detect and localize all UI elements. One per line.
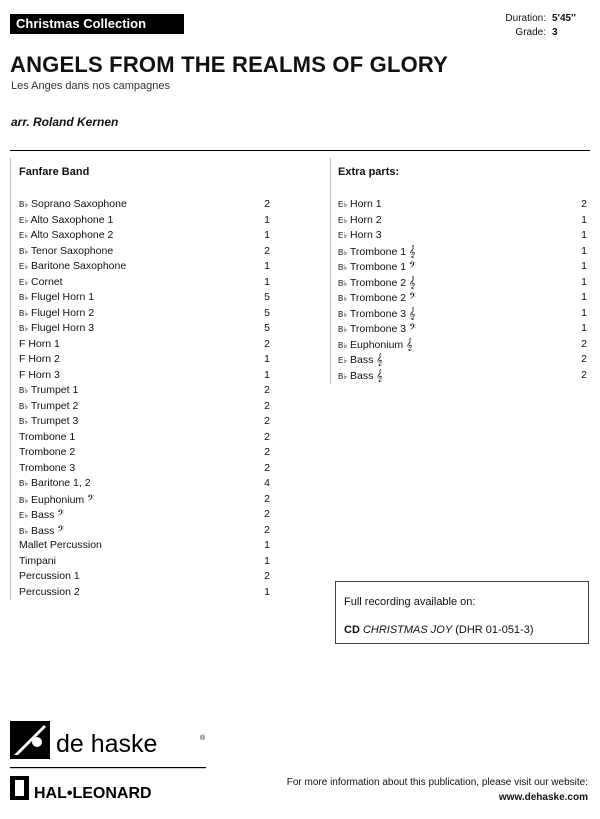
duration-label: Duration: <box>505 13 546 24</box>
publisher-name: HAL•LEONARD <box>34 785 152 802</box>
key-label: B♭ <box>19 293 29 302</box>
part-row <box>338 352 587 368</box>
instrument-name: Euphonium <box>31 493 85 506</box>
part-quantity: 5 <box>264 291 270 303</box>
part-row <box>19 197 270 213</box>
key-label: B♭ <box>19 495 29 505</box>
bass-clef-icon: 𝄢 <box>409 322 417 335</box>
cd-code: (DHR 01-051-3) <box>455 624 534 636</box>
duration-value: 5'45'' <box>552 13 576 24</box>
part-name <box>338 246 416 258</box>
instrument-name: Percussion 2 <box>19 585 80 598</box>
part-quantity: 2 <box>264 446 270 458</box>
part-name <box>338 198 382 210</box>
key-label: B♭ <box>19 324 29 333</box>
part-name <box>19 462 75 474</box>
cd-line <box>344 624 534 636</box>
part-name <box>338 292 416 304</box>
instrument-name: Bass <box>350 369 374 382</box>
part-quantity: 1 <box>264 554 270 567</box>
part-name <box>338 354 383 366</box>
key-label: B♭ <box>19 401 29 411</box>
part-quantity: 1 <box>581 213 587 226</box>
part-name <box>19 229 113 241</box>
part-quantity: 2 <box>264 508 270 520</box>
key-label: B♭ <box>338 371 348 381</box>
recording-line: Full recording available on: <box>344 596 476 608</box>
part-quantity: 1 <box>581 306 587 319</box>
part-name <box>19 214 113 226</box>
part-quantity: 2 <box>264 244 270 257</box>
instrument-name: Euphonium <box>350 338 404 351</box>
part-row <box>19 352 270 368</box>
instrument-name: Trombone 2 <box>349 276 407 289</box>
part-name <box>19 291 94 303</box>
part-row <box>338 197 587 213</box>
key-label: E♭ <box>19 262 29 271</box>
part-row <box>19 213 270 229</box>
instrument-name: Bass <box>31 509 55 521</box>
instrument-name: Trumpet 2 <box>30 399 79 412</box>
part-row <box>19 414 270 430</box>
key-label: E♭ <box>19 215 29 225</box>
part-quantity: 2 <box>264 415 270 427</box>
piece-meta <box>505 12 588 40</box>
recording-box <box>335 581 589 644</box>
website-link[interactable]: www.dehaske.com <box>498 792 588 803</box>
extra-heading: Extra parts: <box>338 166 400 178</box>
bass-clef-icon: 𝄢 <box>57 508 65 521</box>
part-name <box>19 276 63 288</box>
key-label: E♭ <box>19 277 29 287</box>
part-name <box>19 369 60 381</box>
part-quantity: 1 <box>264 368 270 381</box>
part-row <box>19 259 270 275</box>
part-row <box>19 507 270 523</box>
instrument-name: Mallet Percussion <box>19 539 102 551</box>
instrument-name: Soprano Saxophone <box>31 198 127 210</box>
key-label: B♭ <box>19 526 29 536</box>
part-quantity: 1 <box>264 353 270 365</box>
part-row <box>19 461 270 477</box>
key-label: B♭ <box>338 325 348 334</box>
part-name <box>19 353 60 365</box>
brand-name: de haske <box>56 730 158 758</box>
part-row <box>19 476 270 492</box>
instrument-name: Trombone 2 <box>349 292 407 304</box>
part-name <box>19 322 94 334</box>
part-quantity: 5 <box>264 322 270 334</box>
key-label: B♭ <box>19 246 29 256</box>
left-column-border <box>10 158 11 600</box>
part-name <box>19 525 64 537</box>
part-quantity: 2 <box>264 399 270 412</box>
key-label: E♭ <box>19 231 29 240</box>
key-label: E♭ <box>338 215 348 225</box>
part-quantity: 1 <box>581 291 587 303</box>
fanfare-column <box>19 166 270 600</box>
instrument-name: Percussion 1 <box>19 570 80 582</box>
part-quantity: 2 <box>264 198 270 210</box>
bass-clef-icon: 𝄢 <box>87 492 95 506</box>
part-quantity: 1 <box>581 229 587 241</box>
part-row <box>19 321 270 337</box>
part-quantity: 1 <box>264 260 270 272</box>
part-name <box>19 477 91 489</box>
instrument-name: Flugel Horn 3 <box>31 322 95 334</box>
part-row <box>338 337 587 353</box>
part-name <box>338 339 413 351</box>
instrument-name: F Horn 3 <box>19 368 60 381</box>
part-row <box>19 290 270 306</box>
part-name <box>19 400 78 412</box>
instrument-name: Trombone 1 <box>19 430 76 443</box>
part-name <box>19 307 94 319</box>
instrument-name: Baritone 1, 2 <box>31 477 91 489</box>
registered-mark: ® <box>200 735 206 742</box>
part-name <box>19 245 113 257</box>
cd-title: CHRISTMAS JOY <box>362 624 453 636</box>
key-label: B♭ <box>19 479 29 488</box>
key-label: B♭ <box>338 247 348 257</box>
part-quantity: 2 <box>264 337 270 350</box>
part-row <box>19 337 270 353</box>
treble-clef-icon: 𝄞 <box>376 368 383 382</box>
part-name <box>338 277 416 289</box>
part-quantity: 2 <box>581 368 587 381</box>
part-row <box>338 259 587 275</box>
key-label: B♭ <box>19 386 29 395</box>
key-label: B♭ <box>19 308 29 318</box>
key-label: B♭ <box>338 309 348 319</box>
instrument-name: Horn 2 <box>350 213 382 226</box>
grade-row <box>505 26 588 40</box>
part-quantity: 2 <box>264 570 270 582</box>
part-quantity: 2 <box>264 461 270 474</box>
part-name <box>338 229 382 241</box>
key-label: B♭ <box>19 200 29 209</box>
page-subtitle: Les Anges dans nos campagnes <box>11 80 171 92</box>
instrument-name: Horn 1 <box>350 198 382 210</box>
series-label: Christmas Collection <box>10 14 184 34</box>
part-row <box>19 585 270 601</box>
key-label: E♭ <box>338 200 348 209</box>
part-row <box>338 244 587 260</box>
grade-value: 3 <box>552 27 558 38</box>
bass-clef-icon: 𝄢 <box>409 291 417 304</box>
part-row <box>338 306 587 322</box>
part-row <box>338 321 587 337</box>
instrument-name: Horn 3 <box>350 229 382 241</box>
part-row <box>19 538 270 554</box>
part-row <box>19 244 270 260</box>
part-name <box>19 338 60 350</box>
part-row <box>19 275 270 291</box>
top-divider <box>10 150 590 151</box>
part-row <box>19 228 270 244</box>
part-quantity: 1 <box>581 260 587 272</box>
instrument-name: Tenor Saxophone <box>30 244 114 257</box>
part-name <box>19 555 56 567</box>
bass-clef-icon: 𝄢 <box>409 260 417 273</box>
part-name <box>19 260 126 272</box>
instrument-name: Timpani <box>19 554 56 567</box>
instrument-name: Trombone 3 <box>349 323 407 335</box>
part-quantity: 1 <box>581 322 587 334</box>
part-quantity: 5 <box>264 306 270 319</box>
part-quantity: 1 <box>264 213 270 226</box>
extra-parts-list <box>338 197 587 383</box>
logo-divider <box>10 767 206 768</box>
key-label: E♭ <box>338 231 348 240</box>
part-quantity: 1 <box>264 585 270 598</box>
part-name <box>19 446 75 458</box>
part-quantity: 2 <box>581 353 587 365</box>
part-row <box>19 492 270 508</box>
treble-clef-icon: 𝄞 <box>406 337 413 351</box>
instrument-name: Trombone 1 <box>349 245 407 258</box>
bass-clef-icon: 𝄢 <box>57 523 65 537</box>
instrument-name: Trumpet 3 <box>30 415 79 427</box>
instrument-name: F Horn 1 <box>19 337 60 350</box>
part-name <box>338 308 416 320</box>
part-row <box>19 368 270 384</box>
key-label: B♭ <box>338 278 348 288</box>
part-row <box>19 523 270 539</box>
fanfare-parts-list <box>19 197 270 600</box>
part-row <box>19 445 270 461</box>
part-name <box>338 214 382 226</box>
instrument-name: Baritone Saxophone <box>31 260 127 272</box>
part-quantity: 1 <box>264 539 270 551</box>
part-quantity: 1 <box>581 244 587 257</box>
part-quantity: 2 <box>264 523 270 536</box>
extra-parts-column <box>338 166 587 383</box>
instrument-name: Trombone 3 <box>349 307 407 320</box>
treble-clef-icon: 𝄞 <box>409 275 416 289</box>
part-name <box>19 539 102 551</box>
part-quantity: 2 <box>581 198 587 210</box>
part-row <box>338 368 587 384</box>
treble-clef-icon: 𝄞 <box>409 244 416 258</box>
part-row <box>19 554 270 570</box>
part-name <box>19 384 78 396</box>
duration-row <box>505 12 588 26</box>
key-label: B♭ <box>338 340 348 350</box>
part-row <box>19 569 270 585</box>
instrument-name: Trombone 3 <box>19 461 76 474</box>
part-quantity: 1 <box>264 229 270 241</box>
cd-label: CD <box>344 624 360 636</box>
publisher-logo <box>10 718 210 806</box>
key-label: B♭ <box>338 294 348 303</box>
instrument-name: Trumpet 1 <box>30 384 79 396</box>
instrument-name: Cornet <box>31 275 63 288</box>
part-name <box>338 323 416 335</box>
grade-label: Grade: <box>515 27 546 38</box>
treble-clef-icon: 𝄞 <box>376 353 383 366</box>
part-row <box>19 430 270 446</box>
instrument-name: Bass <box>350 354 374 366</box>
instrument-name: Bass <box>31 524 55 537</box>
key-label: B♭ <box>338 263 348 272</box>
key-label: B♭ <box>19 417 29 426</box>
instrument-name: Alto Saxophone 1 <box>30 213 114 226</box>
part-row <box>19 383 270 399</box>
part-name <box>19 570 80 582</box>
instrument-name: Flugel Horn 1 <box>31 291 95 303</box>
part-name <box>19 509 64 521</box>
footer <box>287 775 588 805</box>
treble-clef-icon: 𝄞 <box>409 306 416 320</box>
part-name <box>19 415 78 427</box>
part-quantity: 2 <box>264 492 270 505</box>
key-label: E♭ <box>338 356 348 365</box>
part-quantity: 2 <box>581 337 587 350</box>
fanfare-heading: Fanfare Band <box>19 166 90 178</box>
part-row <box>338 213 587 229</box>
part-quantity: 4 <box>264 477 270 489</box>
part-name <box>19 494 94 506</box>
instrument-name: Trombone 1 <box>349 261 407 273</box>
part-name <box>19 198 127 210</box>
key-label: E♭ <box>19 511 29 520</box>
part-name <box>19 431 75 443</box>
part-name <box>338 261 416 273</box>
instrument-name: Alto Saxophone 2 <box>30 229 114 241</box>
part-quantity: 2 <box>264 384 270 396</box>
part-row <box>338 228 587 244</box>
part-quantity: 1 <box>264 275 270 288</box>
arranger: arr. Roland Kernen <box>11 115 119 129</box>
part-row <box>338 275 587 291</box>
part-quantity: 1 <box>581 275 587 288</box>
part-row <box>19 306 270 322</box>
instrument-name: Flugel Horn 2 <box>31 306 95 319</box>
page-title: ANGELS FROM THE REALMS OF GLORY <box>10 52 449 77</box>
part-row <box>338 290 587 306</box>
instrument-name: Trombone 2 <box>19 446 76 458</box>
part-name <box>19 586 80 598</box>
part-row <box>19 399 270 415</box>
part-name <box>338 370 383 382</box>
right-column-border <box>330 158 331 384</box>
part-quantity: 2 <box>264 430 270 443</box>
instrument-name: F Horn 2 <box>19 353 60 365</box>
footer-info: For more information about this publication, please visit our website: <box>286 777 588 788</box>
